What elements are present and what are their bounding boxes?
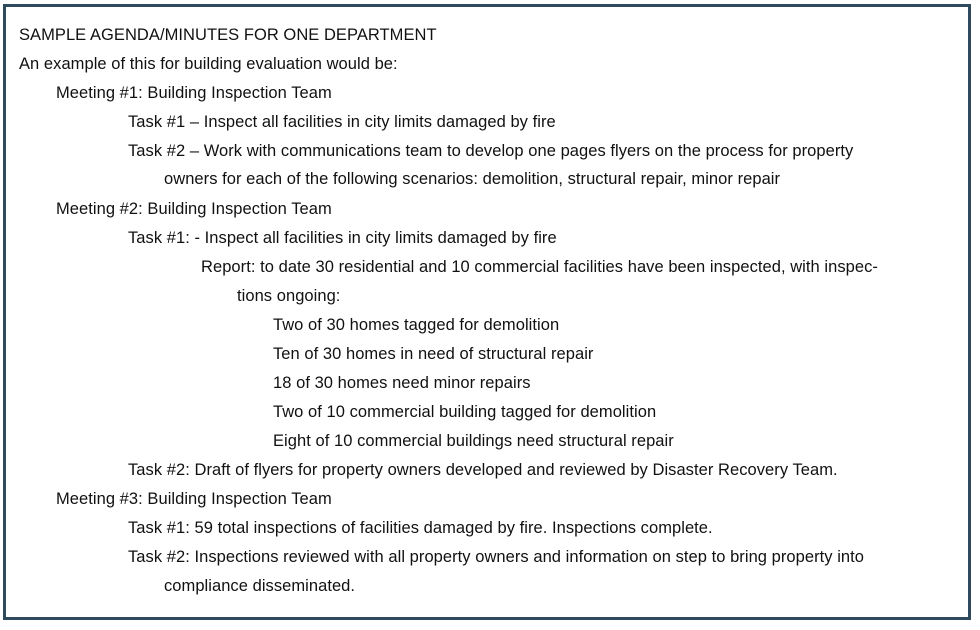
- meeting-3-task-1: Task #1: 59 total inspections of facilities damaged by fire. Inspections complete.: [128, 519, 713, 537]
- report-item: Eight of 10 commercial buildings need structural repair: [273, 432, 674, 450]
- report-item: 18 of 30 homes need minor repairs: [273, 374, 531, 392]
- meeting-1-task-2-line-1: Task #2 – Work with communications team to develop one pages flyers on the process for property: [128, 142, 854, 160]
- meeting-3-task-2-line-2: compliance disseminated.: [164, 577, 356, 595]
- meeting-1-heading: Meeting #1: Building Inspection Team: [56, 84, 332, 102]
- report-item: Two of 30 homes tagged for demolition: [273, 316, 560, 334]
- meeting-2-report-line-1: Report: to date 30 residential and 10 commercial facilities have been inspected, with inspec-: [201, 258, 878, 276]
- meeting-1-task-2-line-2: owners for each of the following scenarios: demolition, structural repair, minor repair: [164, 170, 781, 188]
- document-frame: [3, 4, 971, 620]
- intro-text: An example of this for building evaluation would be:: [19, 55, 398, 73]
- meeting-2-heading: Meeting #2: Building Inspection Team: [56, 200, 332, 218]
- meeting-2-report-line-2: tions ongoing:: [237, 287, 341, 305]
- meeting-3-task-2-line-1: Task #2: Inspections reviewed with all property owners and information on step to bring property into: [128, 548, 865, 566]
- report-item: Two of 10 commercial building tagged for demolition: [273, 403, 657, 421]
- meeting-3-heading: Meeting #3: Building Inspection Team: [56, 490, 332, 508]
- document-title: SAMPLE AGENDA/MINUTES FOR ONE DEPARTMENT: [19, 26, 437, 44]
- meeting-2-task-2: Task #2: Draft of flyers for property owners developed and reviewed by Disaster Recovery Team.: [128, 461, 838, 479]
- meeting-1-task-1: Task #1 – Inspect all facilities in city limits damaged by fire: [128, 113, 556, 131]
- report-item: Ten of 30 homes in need of structural repair: [273, 345, 594, 363]
- meeting-2-task-1: Task #1: - Inspect all facilities in city limits damaged by fire: [128, 229, 557, 247]
